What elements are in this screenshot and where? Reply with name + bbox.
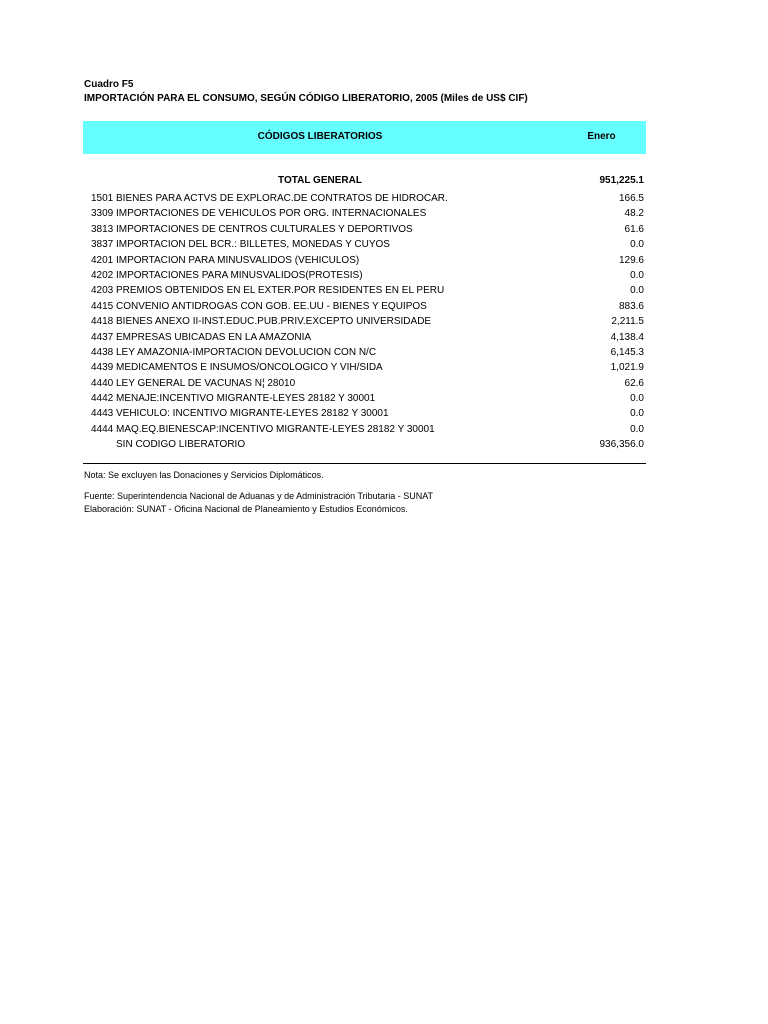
source-text: Fuente: Superintendencia Nacional de Aduanas y de Administración Tributaria - SUNAT xyxy=(84,491,434,501)
row-label xyxy=(91,270,363,281)
table-row xyxy=(0,347,768,362)
row-label xyxy=(91,347,376,358)
row-code: 3837 xyxy=(91,239,114,251)
elaboration-text: Elaboración: SUNAT - Oficina Nacional de Planeamiento y Estudios Económicos. xyxy=(84,504,408,514)
row-code: 4415 xyxy=(91,300,114,312)
table-row xyxy=(0,316,768,331)
row-code: 4418 xyxy=(91,316,114,328)
row-code: 3813 xyxy=(91,223,114,235)
table-row xyxy=(0,224,768,239)
table-row xyxy=(0,393,768,408)
row-value: 0.0 xyxy=(630,269,644,281)
row-value: 62.6 xyxy=(624,377,644,389)
row-value: 0.0 xyxy=(630,423,644,435)
row-value: 0.0 xyxy=(630,285,644,297)
row-label xyxy=(91,224,413,235)
table-row xyxy=(0,362,768,377)
row-value: 48.2 xyxy=(624,208,644,220)
table-row xyxy=(0,270,768,285)
row-code: 4201 xyxy=(91,254,114,266)
table-row xyxy=(0,208,768,223)
row-description: IMPORTACION DEL BCR.: BILLETES, MONEDAS Y CUYOS xyxy=(116,239,390,251)
row-code: 4202 xyxy=(91,269,114,281)
row-description: IMPORTACIONES DE VEHICULOS POR ORG. INTERNACIONALES xyxy=(116,208,427,220)
row-code: 4443 xyxy=(91,408,114,420)
row-label xyxy=(91,208,426,219)
table-number: Cuadro F5 xyxy=(84,79,134,90)
row-label xyxy=(91,193,448,204)
note-text: Nota: Se excluyen las Donaciones y Servicios Diplomáticos. xyxy=(84,470,324,480)
row-description: EMPRESAS UBICADAS EN LA AMAZONIA xyxy=(116,331,312,343)
header-codes-label: CÓDIGOS LIBERATORIOS xyxy=(257,131,383,142)
table-row xyxy=(0,439,768,454)
row-value: 61.6 xyxy=(624,223,644,235)
row-label xyxy=(91,424,435,435)
table-row xyxy=(0,255,768,270)
row-value: 0.0 xyxy=(630,408,644,420)
row-code: 3309 xyxy=(91,208,114,220)
table-bottom-rule xyxy=(83,463,646,464)
row-value: 2,211.5 xyxy=(611,316,644,328)
row-description: BIENES ANEXO II-INST.EDUC.PUB.PRIV.EXCEPTO UNIVERSIDADE xyxy=(116,316,432,328)
row-label xyxy=(91,301,427,312)
row-description: IMPORTACION PARA MINUSVALIDOS (VEHICULOS) xyxy=(116,254,360,266)
row-code: 4442 xyxy=(91,393,114,405)
row-value: 1,021.9 xyxy=(610,362,644,374)
row-code: 4438 xyxy=(91,346,114,358)
row-value: 6,145.3 xyxy=(610,346,644,358)
row-description: LEY AMAZONIA-IMPORTACION DEVOLUCION CON N/C xyxy=(116,346,377,358)
row-value: 4,138.4 xyxy=(610,331,644,343)
table-row xyxy=(0,424,768,439)
row-value: 883.6 xyxy=(618,300,644,312)
table-body xyxy=(0,193,768,455)
table-row xyxy=(0,408,768,423)
row-label xyxy=(91,408,389,419)
row-value: 0.0 xyxy=(630,393,644,405)
row-label xyxy=(91,439,245,450)
row-description: MENAJE:INCENTIVO MIGRANTE-LEYES 28182 Y 30001 xyxy=(116,393,376,405)
table-row xyxy=(0,193,768,208)
table-row xyxy=(0,285,768,300)
table-header xyxy=(83,121,646,154)
row-code: 4444 xyxy=(91,423,114,435)
row-code: 4439 xyxy=(91,362,114,374)
row-code: 4203 xyxy=(91,285,114,297)
row-code: 1501 xyxy=(91,193,114,204)
row-description: PREMIOS OBTENIDOS EN EL EXTER.POR RESIDENTES EN EL PERU xyxy=(116,285,445,297)
row-description: IMPORTACIONES PARA MINUSVALIDOS(PROTESIS) xyxy=(116,269,363,281)
page-title: IMPORTACIÓN PARA EL CONSUMO, SEGÚN CÓDIGO LIBERATORIO, 2005 (Miles de US$ CIF) xyxy=(84,93,528,104)
table-row xyxy=(0,332,768,347)
row-label xyxy=(91,393,375,404)
header-month-label: Enero xyxy=(587,131,616,142)
row-label xyxy=(91,285,444,296)
row-value: 129.6 xyxy=(618,254,644,266)
row-code: 4440 xyxy=(91,377,114,389)
row-label xyxy=(91,378,295,389)
total-value: 951,225.1 xyxy=(599,175,644,186)
row-code: 4437 xyxy=(91,331,114,343)
row-label xyxy=(91,362,383,373)
row-label xyxy=(91,316,431,327)
total-label: TOTAL GENERAL xyxy=(278,175,362,186)
row-value: 936,356.0 xyxy=(599,439,644,451)
row-description: BIENES PARA ACTVS DE EXPLORAC.DE CONTRATOS DE HIDROCAR. xyxy=(116,193,448,204)
row-label xyxy=(91,332,311,343)
table-row xyxy=(0,239,768,254)
row-description: CONVENIO ANTIDROGAS CON GOB. EE.UU - BIENES Y EQUIPOS xyxy=(116,300,427,312)
row-description: VEHICULO: INCENTIVO MIGRANTE-LEYES 28182 Y 30001 xyxy=(116,408,389,420)
row-value: 166.5 xyxy=(618,193,644,204)
table-row xyxy=(0,378,768,393)
row-label xyxy=(91,239,390,250)
row-description: MEDICAMENTOS E INSUMOS/ONCOLOGICO Y VIH/SIDA xyxy=(116,362,383,374)
row-description: SIN CODIGO LIBERATORIO xyxy=(116,439,246,451)
row-description: MAQ.EQ.BIENESCAP:INCENTIVO MIGRANTE-LEYES 28182 Y 30001 xyxy=(116,423,435,435)
table-row xyxy=(0,301,768,316)
row-description: IMPORTACIONES DE CENTROS CULTURALES Y DEPORTIVOS xyxy=(116,223,413,235)
row-label xyxy=(91,255,359,266)
row-description: LEY GENERAL DE VACUNAS N¦ 28010 xyxy=(116,377,296,389)
row-value: 0.0 xyxy=(630,239,644,251)
